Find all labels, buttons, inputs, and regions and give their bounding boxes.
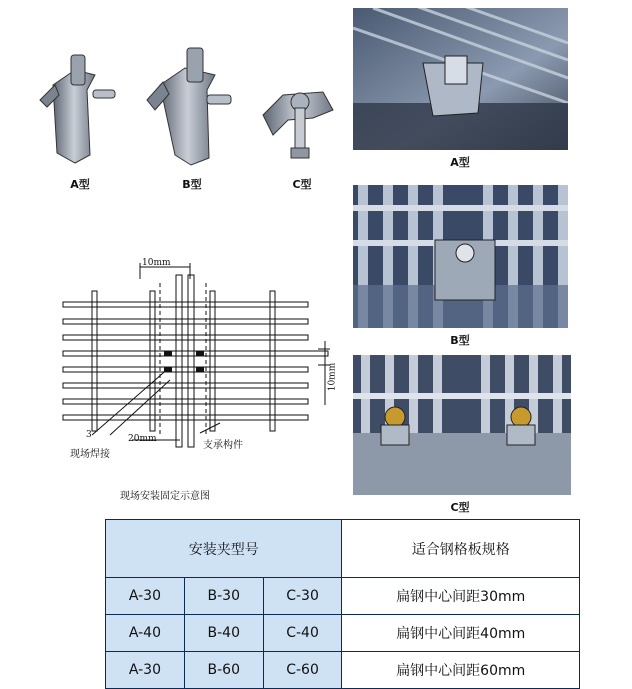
weld-count: 3: [86, 430, 92, 440]
weld-label: 现场焊接: [70, 449, 110, 460]
installation-diagram: [60, 255, 340, 465]
spec-table: [105, 519, 580, 689]
header-clip-model: 安装夹型号: [106, 520, 342, 578]
photo-a-installed: [353, 8, 568, 150]
dimension-top: 10mm: [142, 258, 171, 268]
clip-b-caption: B型: [182, 178, 202, 191]
photo-c-caption: C型: [450, 501, 470, 514]
cell-b: B-60: [184, 652, 263, 689]
dimension-bottom: 20mm: [128, 434, 157, 444]
cell-b: B-40: [184, 615, 263, 652]
table-header-row: [106, 520, 580, 578]
cell-a: A-40: [106, 615, 185, 652]
cell-c: C-30: [263, 578, 342, 615]
table-row: [106, 578, 580, 615]
clip-a-caption: A型: [70, 178, 90, 191]
cell-spec: 扁钢中心间距60mm: [342, 652, 580, 689]
photo-b-installed: [353, 185, 568, 328]
photo-a-caption: A型: [450, 156, 470, 169]
clip-c-caption: C型: [292, 178, 312, 191]
table-row: [106, 615, 580, 652]
clip-a-illustration: [35, 45, 125, 170]
cell-spec: 扁钢中心间距40mm: [342, 615, 580, 652]
header-grating-spec: 适合钢格板规格: [342, 520, 580, 578]
dimension-right: 10mm: [327, 362, 338, 392]
table-row: [106, 652, 580, 689]
photo-b-caption: B型: [450, 334, 470, 347]
cell-a: A-30: [106, 652, 185, 689]
cell-a: A-30: [106, 578, 185, 615]
cell-c: C-40: [263, 615, 342, 652]
photo-c-installed: [353, 355, 571, 495]
clip-c-illustration: [258, 80, 338, 165]
support-label: 支承构件: [203, 440, 243, 451]
cell-b: B-30: [184, 578, 263, 615]
diagram-caption: 现场安装固定示意图: [120, 491, 210, 502]
cell-c: C-60: [263, 652, 342, 689]
clip-b-illustration: [145, 40, 240, 170]
cell-spec: 扁钢中心间距30mm: [342, 578, 580, 615]
